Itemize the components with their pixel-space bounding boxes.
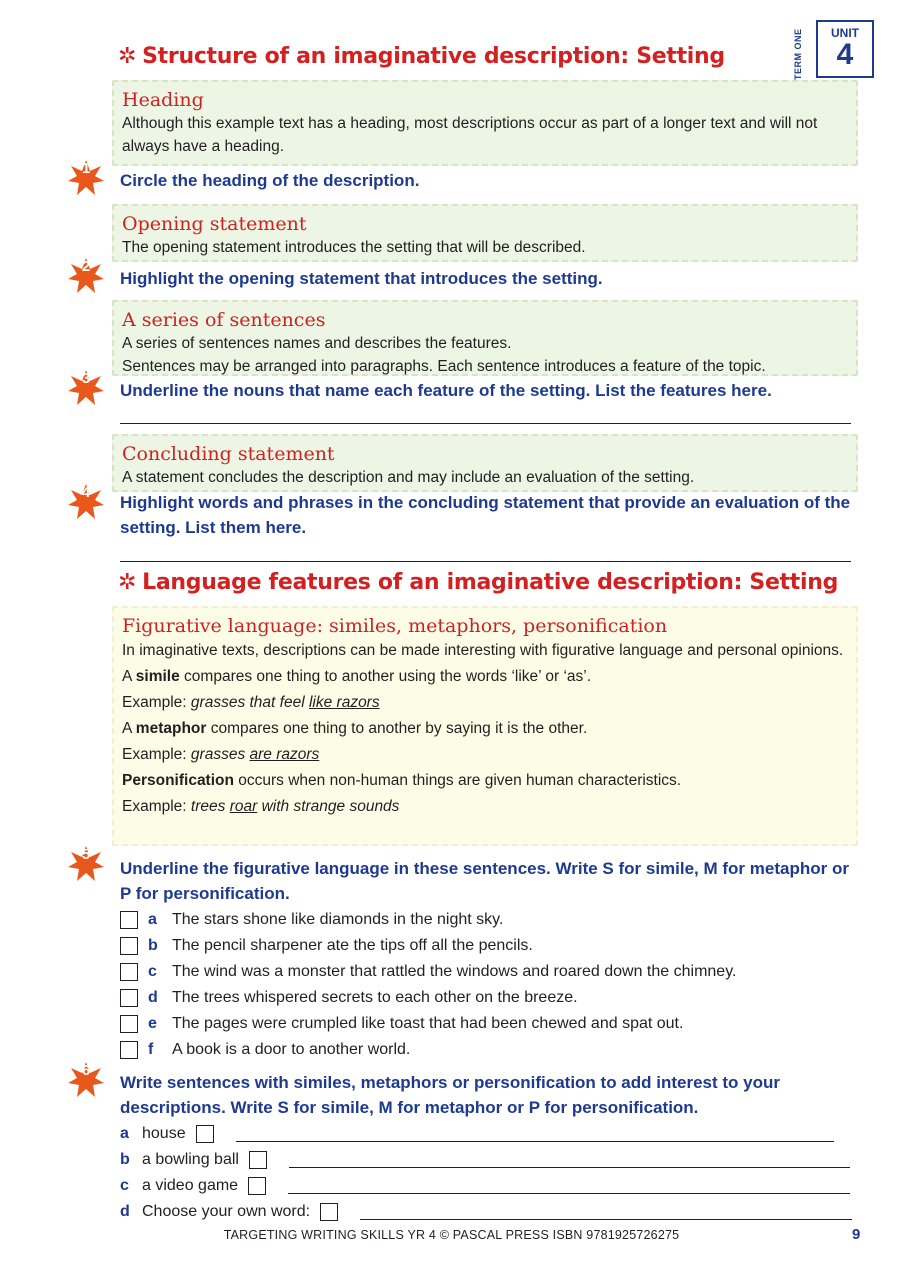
question-6-text: Write sentences with similes, metaphors or personification to add interest to your descriptions. Write S for simile, M for metaphor or P for personification. <box>120 1073 780 1117</box>
answer-line[interactable] <box>289 1153 850 1168</box>
unit-badge <box>816 20 874 78</box>
answer-checkbox[interactable] <box>120 937 138 955</box>
answer-checkbox[interactable] <box>320 1203 338 1221</box>
item-letter: b <box>120 1151 130 1168</box>
cog-icon: ✲ <box>118 44 137 69</box>
question-2-star-icon <box>68 258 104 294</box>
metaphor-example: Example: grasses are razors <box>122 746 320 763</box>
item-letter: d <box>120 1203 130 1220</box>
structure-title-text: Structure of an imaginative description: Setting <box>142 44 725 69</box>
item-sentence: The trees whispered secrets to each other on the breeze. <box>172 989 578 1006</box>
list-item <box>120 908 503 932</box>
list-item <box>120 1012 683 1036</box>
term-label: TERM ONE <box>793 28 803 80</box>
item-sentence: A book is a door to another world. <box>172 1041 411 1058</box>
question-2-text: Highlight the opening statement that introduces the setting. <box>120 269 603 288</box>
question-5-text: Underline the figurative language in these sentences. Write S for simile, M for metaphor or P for personification. <box>120 859 849 903</box>
question-4-star-icon <box>68 484 104 520</box>
personification-example: Example: trees roar with strange sounds <box>122 798 400 815</box>
answer-checkbox[interactable] <box>249 1151 267 1169</box>
language-title-text: Language features of an imaginative description: Setting <box>142 570 839 595</box>
question-4-number: 4 <box>81 484 91 501</box>
question-1-text: Circle the heading of the description. <box>120 171 420 190</box>
question-6-number: 6 <box>81 1062 91 1079</box>
item-letter: b <box>148 937 158 954</box>
question-3-text: Underline the nouns that name each feature of the setting. List the features here. <box>120 381 772 400</box>
simile-definition: A simile compares one thing to another using the words ‘like’ or ‘as’. <box>122 668 592 685</box>
question-1-number: 1 <box>81 160 91 177</box>
heading-box-head: Heading <box>122 89 204 111</box>
answer-checkbox[interactable] <box>120 1015 138 1033</box>
figurative-intro: In imaginative texts, descriptions can be made interesting with figurative language and personal opinions. <box>122 642 844 659</box>
question-3-number: 3 <box>81 370 91 387</box>
item-letter: d <box>148 989 158 1006</box>
question-6-star-icon <box>68 1062 104 1098</box>
item-sentence: The pencil sharpener ate the tips off all the pencils. <box>172 937 533 954</box>
list-item <box>120 1122 834 1146</box>
answer-checkbox[interactable] <box>248 1177 266 1195</box>
figurative-box <box>112 606 858 846</box>
heading-box-text: Although this example text has a heading, most descriptions occur as part of a longer text and will not always have a heading. <box>122 115 818 155</box>
item-letter: a <box>120 1125 129 1142</box>
list-item <box>120 1200 852 1224</box>
answer-line[interactable] <box>120 561 851 562</box>
list-item <box>120 1148 850 1172</box>
question-5-star-icon <box>68 846 104 882</box>
heading-box <box>112 80 858 166</box>
item-letter: a <box>148 911 157 928</box>
metaphor-definition: A metaphor compares one thing to another by saying it is the other. <box>122 720 588 737</box>
series-box <box>112 300 858 376</box>
footer-text: TARGETING WRITING SKILLS YR 4 © PASCAL PRESS ISBN 9781925726275 <box>223 1228 680 1242</box>
question-5-number: 5 <box>81 846 91 863</box>
series-box-line-1: A series of sentences names and describes the features. <box>122 335 512 352</box>
answer-checkbox[interactable] <box>120 989 138 1007</box>
item-word: a video game <box>142 1177 239 1194</box>
page-number: 9 <box>852 1226 861 1243</box>
answer-line[interactable] <box>360 1205 852 1220</box>
structure-title <box>118 44 725 69</box>
unit-number: 4 <box>836 38 854 71</box>
concluding-box-text: A statement concludes the description and may include an evaluation of the setting. <box>122 469 695 486</box>
series-box-head: A series of sentences <box>122 309 326 331</box>
answer-checkbox[interactable] <box>120 911 138 929</box>
item-sentence: The pages were crumpled like toast that had been chewed and spat out. <box>172 1015 684 1032</box>
item-sentence: The wind was a monster that rattled the windows and roared down the chimney. <box>172 963 737 980</box>
question-4-text: Highlight words and phrases in the concluding statement that provide an evaluation of the setting. List them here. <box>120 493 851 537</box>
question-3-star-icon <box>68 370 104 406</box>
question-1-star-icon <box>68 160 104 196</box>
question-2-number: 2 <box>81 258 91 275</box>
item-word: a bowling ball <box>142 1151 239 1168</box>
answer-checkbox[interactable] <box>120 963 138 981</box>
list-item <box>120 1038 410 1062</box>
item-word: house <box>142 1125 186 1142</box>
personification-definition: Personification occurs when non-human things are given human characteristics. <box>122 772 682 789</box>
answer-line[interactable] <box>236 1127 834 1142</box>
item-letter: c <box>148 963 157 980</box>
answer-line[interactable] <box>120 423 851 424</box>
concluding-box <box>112 434 858 492</box>
unit-label: UNIT <box>831 26 859 40</box>
opening-box-text: The opening statement introduces the setting that will be described. <box>122 239 586 256</box>
figurative-box-head: Figurative language: similes, metaphors, personification <box>122 615 668 637</box>
simile-example: Example: grasses that feel like razors <box>122 694 380 711</box>
series-box-line-2: Sentences may be arranged into paragraphs. Each sentence introduces a feature of the topic. <box>122 358 766 375</box>
cog-icon: ✲ <box>118 570 137 595</box>
concluding-box-head: Concluding statement <box>122 443 335 465</box>
list-item <box>120 934 533 958</box>
opening-box-head: Opening statement <box>122 213 307 235</box>
answer-checkbox[interactable] <box>196 1125 214 1143</box>
language-title <box>118 570 838 595</box>
answer-checkbox[interactable] <box>120 1041 138 1059</box>
item-sentence: The stars shone like diamonds in the night sky. <box>172 911 504 928</box>
item-letter: e <box>148 1015 157 1032</box>
list-item <box>120 986 578 1010</box>
opening-box <box>112 204 858 262</box>
item-letter: f <box>148 1041 154 1058</box>
item-word: Choose your own word: <box>142 1203 311 1220</box>
list-item <box>120 1174 850 1198</box>
item-letter: c <box>120 1177 129 1194</box>
list-item <box>120 960 736 984</box>
answer-line[interactable] <box>288 1179 850 1194</box>
